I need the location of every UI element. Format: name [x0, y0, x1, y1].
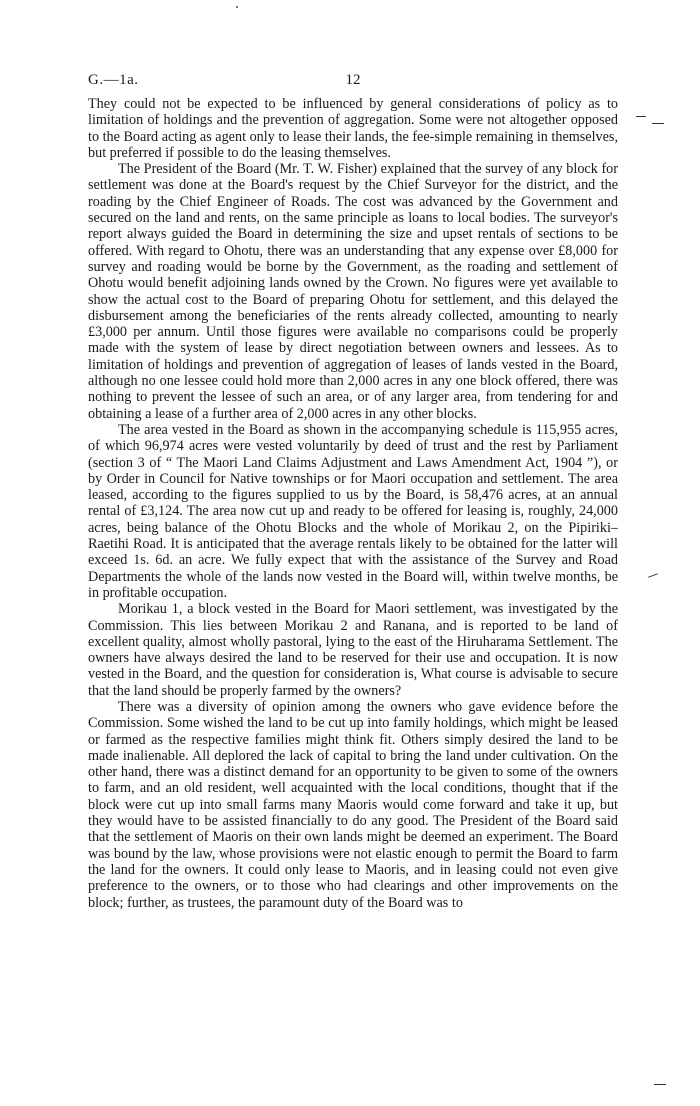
paragraph: There was a diversity of opinion among the owners who gave evidence before the Commission. Some wished the land to be cut up into family holdings, which might be leased or farmed as the respective families might think fit. Others simply desired the land to be made inalienable. All deplored the lack of capital to bring the land under cultivation. On the other hand, there was a distinct demand for an opportunity to be given to some of the owners to farm, and an old resident, well acquainted with the local conditions, thought that if the block were cut up into small farms many Maoris would come forward and take it up, but they would have to be assisted financially to do any good. The President of the Board said that the settlement of Maoris on their own lands might be deemed an experiment. The Board was bound by the law, whose provisions were not elastic enough to permit the Board to farm the land for the owners. It could only lease to Maoris, and in leasing could not even give preference to the owners, or to those who had clearings and other improvements on the block; further, as trustees, the paramount duty of the Board was to — [88, 698, 618, 911]
page-header — [88, 72, 618, 94]
margin-mark — [652, 123, 664, 124]
margin-mark — [648, 573, 658, 577]
page-body — [88, 96, 618, 911]
scan-speck — [236, 6, 238, 8]
paragraph: The President of the Board (Mr. T. W. Fisher) explained that the survey of any block for settlement was done at the Board's request by the Chief Surveyor for the district, and the roading by the Chief Engineer of Roads. The cost was advanced by the Government and secured on the land and rents, on the same principle as loans to local bodies. The surveyor's report always guided the Board in determining the size and upset rentals of sections to be offered. With regard to Ohotu, there was an understanding that any expense over £8,000 for survey and roading would be borne by the Government, as the roading and settlement of Ohotu would benefit adjoining lands owned by the Crown. No figures were yet available to show the actual cost to the Board of preparing Ohotu for settlement, and this delayed the disbursement among the beneficiaries of the rents already collected, amounting to nearly £3,000 per annum. Until those figures were available no comparisons could be properly made with the system of lease by direct negotiation between owners and lessees. As to limitation of holdings and prevention of aggregation of leases of lands vested in the Board, although no one lessee could hold more than 2,000 acres in any one block offered, there was nothing to prevent the lessee of such an area, or of any larger area, from tendering for and obtaining a lease of a further area of 2,000 acres in any other blocks. — [88, 161, 618, 422]
paragraph: They could not be expected to be influenced by general considerations of policy as to limitation of holdings and the prevention of aggregation. Some were not altogether opposed to the Board acting as agent only to lease their lands, the fee-simple remaining in themselves, but preferred if possible to do the leasing themselves. — [88, 96, 618, 161]
page-number: 12 — [345, 72, 361, 88]
paragraph: The area vested in the Board as shown in the accompanying schedule is 115,955 acres, of which 96,974 acres were vested voluntarily by deed of trust and the rest by Parliament (section 3 of “ The Maori Land Claims Adjustment and Laws Amendment Act, 1904 ”), or by Order in Council for Native townships or for Maori occupation and settlement. The area leased, according to the figures supplied to us by the Board, is 58,476 acres, at an annual rental of £3,124. The area now cut up and ready to be offered for leasing is, roughly, 24,000 acres, being balance of the Ohotu Blocks and the whole of Morikau 2, on the Pipiriki–Raetihi Road. It is anticipated that the average rentals likely to be obtained for the latter will exceed 1s. 6d. an acre. We fully expect that with the assistance of the Survey and Road Departments the whole of the lands now vested in the Board will, within twelve months, be in profitable occupation. — [88, 421, 618, 601]
margin-mark — [654, 1084, 666, 1085]
document-reference: G.—1a. — [88, 72, 139, 88]
paragraph: Morikau 1, a block vested in the Board for Maori settlement, was investigated by the Commission. This lies between Morikau 2 and Ranana, and is reported to be land of excellent quality, almost wholly pastoral, lying to the east of the Hiruharama Settlement. The owners have always desired the land to be reserved for their use and occupation. It is now vested in the Board, and the question for consideration is, What course is advisable to secure that the land should be properly farmed by the owners? — [88, 601, 618, 699]
margin-mark — [636, 116, 646, 117]
